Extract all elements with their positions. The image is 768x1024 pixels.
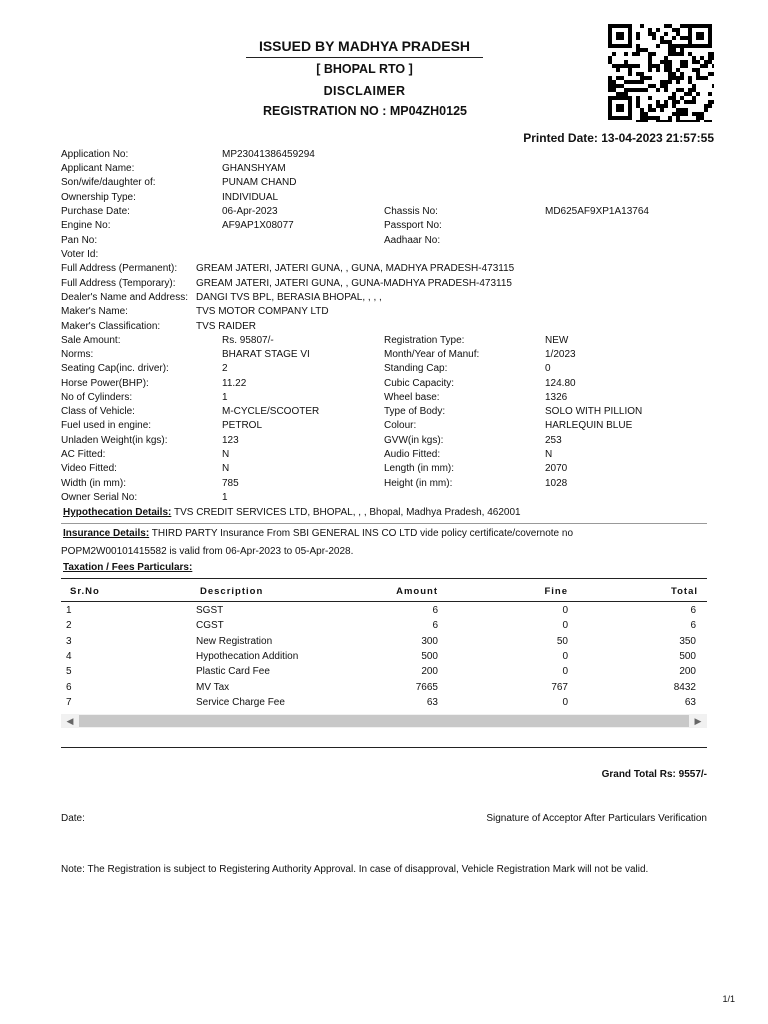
scroll-left-arrow-icon[interactable]: ◀ — [66, 716, 74, 726]
cell-description: SGST — [196, 605, 224, 616]
engine-no-label: Engine No: — [61, 220, 111, 231]
applicant-name-label: Applicant Name: — [61, 163, 135, 174]
cylinders-label: No of Cylinders: — [61, 392, 133, 403]
relation-value: PUNAM CHAND — [222, 177, 297, 188]
cell-fine: 0 — [562, 620, 568, 632]
video-fitted-value: N — [222, 463, 230, 474]
standing-cap-label: Standing Cap: — [384, 363, 448, 374]
cell-amount: 7665 — [415, 681, 438, 693]
table-horizontal-scrollbar[interactable] — [61, 714, 707, 728]
audio-fitted-label: Audio Fitted: — [384, 449, 441, 460]
norms-label: Norms: — [61, 349, 94, 360]
cell-amount: 6 — [432, 620, 438, 632]
scroll-right-arrow-icon[interactable]: ▶ — [694, 716, 702, 726]
gvw-value: 253 — [545, 435, 562, 446]
colour-label: Colour: — [384, 420, 417, 431]
unladen-weight-label: Unladen Weight(in kgs): — [61, 435, 168, 446]
fuel-label: Fuel used in engine: — [61, 420, 152, 431]
cell-amount: 300 — [421, 635, 438, 647]
cell-description: Hypothecation Addition — [196, 650, 299, 662]
cell-srno: 4 — [66, 650, 72, 662]
cell-amount: 63 — [426, 696, 438, 708]
application-no-label: Application No: — [61, 149, 129, 160]
length-value: 2070 — [545, 463, 568, 474]
audio-fitted-value: N — [545, 449, 553, 460]
registration-note: Note: The Registration is subject to Registering Authority Approval. In case of disapproval, Vehicle Registration Mark will not be valid. — [61, 864, 649, 875]
aadhaar-no-label: Aadhaar No: — [384, 235, 441, 246]
cell-description: New Registration — [196, 635, 273, 647]
gvw-label: GVW(in kgs): — [384, 435, 444, 446]
cell-srno: 3 — [66, 635, 72, 647]
registration-type-value: NEW — [545, 335, 569, 346]
insurance-details — [63, 528, 573, 540]
grand-total: Grand Total Rs: 9557/- — [601, 769, 707, 780]
unladen-weight-value: 123 — [222, 435, 239, 446]
application-no-value: MP23041386459294 — [222, 149, 315, 160]
sale-amount-label: Sale Amount: — [61, 335, 121, 346]
vehicle-class-label: Class of Vehicle: — [61, 406, 135, 417]
cylinders-value: 1 — [222, 392, 228, 403]
passport-no-label: Passport No: — [384, 220, 442, 231]
rto-name: [ BHOPAL RTO ] — [316, 62, 413, 76]
col-header-fine: Fine — [544, 586, 568, 597]
purchase-date-label: Purchase Date: — [61, 206, 130, 217]
col-header-amount: Amount — [396, 586, 438, 597]
horse-power-label: Horse Power(BHP): — [61, 378, 149, 389]
address-permanent-value: GREAM JATERI, JATERI GUNA, , GUNA, MADHYA PRADESH-473115 — [196, 263, 515, 274]
divider — [61, 523, 707, 524]
cell-fine: 0 — [562, 666, 568, 678]
registration-type-label: Registration Type: — [384, 335, 465, 346]
cell-description: MV Tax — [196, 681, 230, 693]
cell-srno: 7 — [66, 696, 72, 708]
cell-total: 500 — [679, 650, 696, 662]
fees-top-rule — [61, 578, 707, 579]
owner-serial-value: 1 — [222, 492, 228, 503]
signature-text: Signature of Acceptor After Particulars Verification — [486, 813, 707, 824]
engine-no-value: AF9AP1X08077 — [222, 220, 294, 231]
height-value: 1028 — [545, 478, 568, 489]
ac-fitted-label: AC Fitted: — [61, 449, 106, 460]
maker-name-value: TVS MOTOR COMPANY LTD — [196, 306, 329, 317]
date-label: Date: — [61, 813, 85, 824]
horse-power-value: 11.22 — [222, 378, 247, 389]
seating-cap-label: Seating Cap(inc. driver): — [61, 363, 169, 374]
applicant-name-value: GHANSHYAM — [222, 163, 286, 174]
height-label: Height (in mm): — [384, 478, 453, 489]
maker-name-label: Maker's Name: — [61, 306, 128, 317]
address-permanent-label: Full Address (Permanent): — [61, 263, 178, 274]
address-temporary-label: Full Address (Temporary): — [61, 278, 176, 289]
cell-total: 200 — [679, 666, 696, 678]
pan-no-label: Pan No: — [61, 235, 98, 246]
norms-value: BHARAT STAGE VI — [222, 349, 310, 360]
wheel-base-value: 1326 — [545, 392, 568, 403]
cell-amount: 500 — [421, 650, 438, 662]
printed-date: Printed Date: 13-04-2023 21:57:55 — [523, 131, 714, 145]
vehicle-class-value: M-CYCLE/SCOOTER — [222, 406, 320, 417]
relation-label: Son/wife/daughter of: — [61, 177, 156, 188]
standing-cap-value: 0 — [545, 363, 551, 374]
cubic-capacity-value: 124.80 — [545, 378, 576, 389]
seating-cap-value: 2 — [222, 363, 228, 374]
hypothecation-details — [63, 507, 521, 519]
width-label: Width (in mm): — [61, 478, 126, 489]
cell-fine: 0 — [562, 650, 568, 662]
cell-total: 6 — [690, 620, 696, 632]
video-fitted-label: Video Fitted: — [61, 463, 117, 474]
cell-srno: 2 — [66, 620, 72, 632]
insurance-label: Insurance Details: — [63, 528, 150, 539]
colour-value: HARLEQUIN BLUE — [545, 420, 633, 431]
cell-amount: 200 — [421, 666, 438, 678]
chassis-no-value: MD625AF9XP1A13764 — [545, 206, 649, 217]
cell-amount: 6 — [432, 605, 438, 616]
fees-title — [63, 562, 192, 574]
disclaimer-heading: DISCLAIMER — [323, 84, 406, 98]
maker-class-value: TVS RAIDER — [196, 321, 257, 332]
sale-amount-value: Rs. 95807/- — [222, 335, 274, 346]
cell-fine: 0 — [562, 696, 568, 708]
cell-fine: 767 — [551, 681, 568, 693]
cell-srno: 5 — [66, 666, 72, 678]
cell-total: 350 — [679, 635, 696, 647]
hypothecation-label: Hypothecation Details: — [63, 507, 172, 518]
col-header-description: Description — [200, 586, 264, 597]
cell-total: 6 — [690, 605, 696, 616]
owner-serial-label: Owner Serial No: — [61, 492, 138, 503]
insurance-value-continued: POPM2W00101415582 is valid from 06-Apr-2023 to 05-Apr-2028. — [61, 546, 354, 557]
cell-fine: 50 — [556, 635, 568, 647]
address-temporary-value: GREAM JATERI, JATERI GUNA, , GUNA-MADHYA PRADESH-473115 — [196, 278, 512, 289]
hypothecation-value: TVS CREDIT SERVICES LTD, BHOPAL, , , Bhopal, Madhya Pradesh, 462001 — [173, 507, 521, 518]
length-label: Length (in mm): — [384, 463, 455, 474]
maker-class-label: Maker's Classification: — [61, 321, 161, 332]
col-header-srno: Sr.No — [70, 586, 100, 597]
cell-description: Service Charge Fee — [196, 696, 285, 708]
insurance-value: THIRD PARTY Insurance From SBI GENERAL INS CO LTD vide policy certificate/covernote no — [151, 528, 574, 539]
cell-description: CGST — [196, 620, 224, 632]
cubic-capacity-label: Cubic Capacity: — [384, 378, 455, 389]
issuer-title: ISSUED BY MADHYA PRADESH — [246, 38, 483, 58]
chassis-no-label: Chassis No: — [384, 206, 438, 217]
dealer-label: Dealer's Name and Address: — [61, 292, 188, 303]
ownership-type-label: Ownership Type: — [61, 192, 136, 203]
fees-bottom-rule — [61, 747, 707, 748]
ac-fitted-value: N — [222, 449, 230, 460]
col-header-total: Total — [671, 586, 698, 597]
manuf-date-value: 1/2023 — [545, 349, 576, 360]
wheel-base-label: Wheel base: — [384, 392, 440, 403]
purchase-date-value: 06-Apr-2023 — [222, 206, 278, 217]
fees-title-text: Taxation / Fees Particulars: — [63, 562, 193, 573]
fees-header-rule — [61, 601, 707, 602]
voter-id-label: Voter Id: — [61, 249, 99, 260]
body-type-label: Type of Body: — [384, 406, 446, 417]
scrollbar-thumb[interactable] — [79, 715, 689, 727]
cell-total: 8432 — [673, 681, 696, 693]
cell-srno: 6 — [66, 681, 72, 693]
cell-srno: 1 — [66, 605, 72, 616]
dealer-value: DANGI TVS BPL, BERASIA BHOPAL, , , , — [196, 292, 382, 303]
body-type-value: SOLO WITH PILLION — [545, 406, 643, 417]
qr-code-icon — [606, 22, 714, 122]
fuel-value: PETROL — [222, 420, 263, 431]
ownership-type-value: INDIVIDUAL — [222, 192, 279, 203]
manuf-date-label: Month/Year of Manuf: — [384, 349, 480, 360]
width-value: 785 — [222, 478, 239, 489]
cell-fine: 0 — [562, 605, 568, 616]
page-number: 1/1 — [722, 994, 735, 1004]
registration-number: REGISTRATION NO : MP04ZH0125 — [263, 104, 467, 118]
cell-total: 63 — [684, 696, 696, 708]
cell-description: Plastic Card Fee — [196, 666, 270, 678]
